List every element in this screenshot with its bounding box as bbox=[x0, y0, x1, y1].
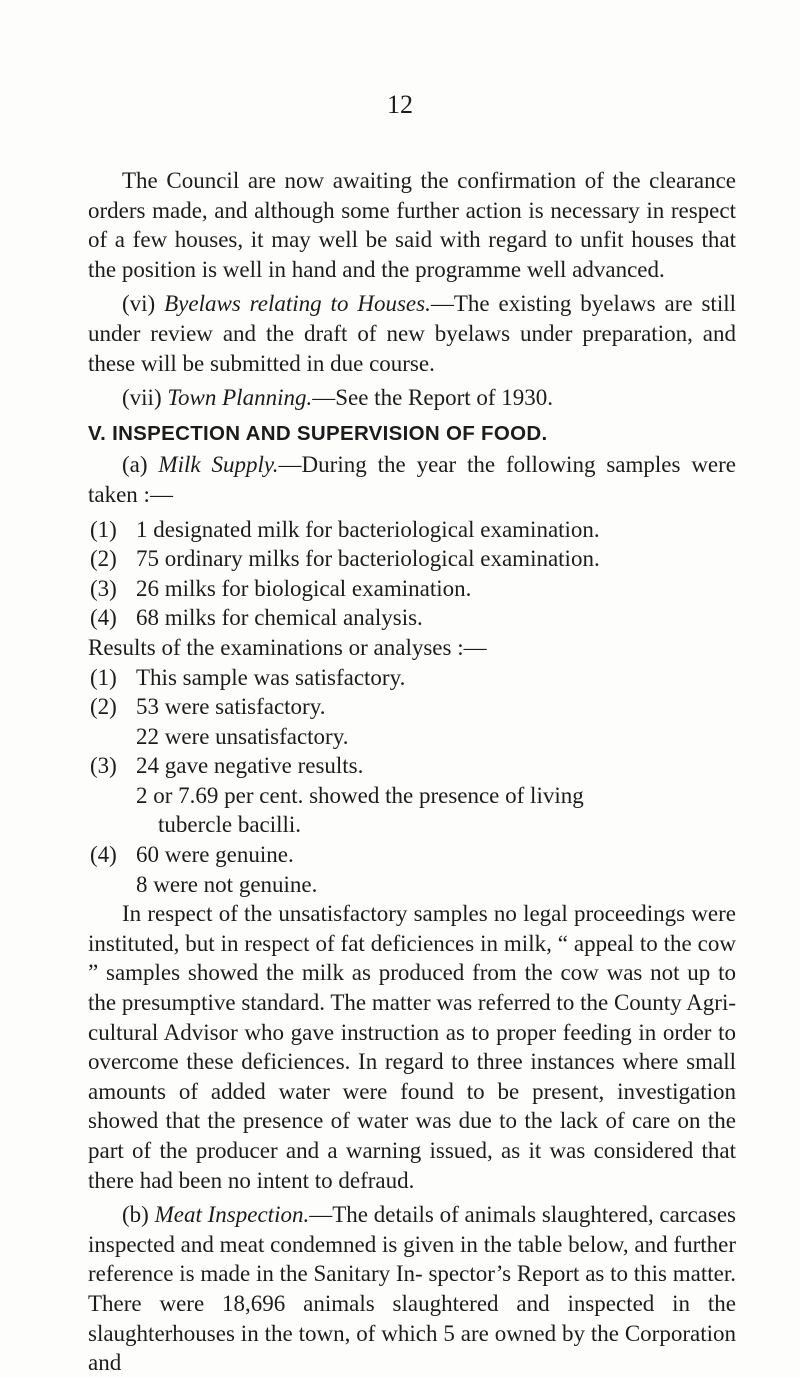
item-vi-title: Byelaws relating to Houses. bbox=[164, 291, 431, 317]
sample-item bbox=[88, 515, 736, 545]
sample-item bbox=[88, 574, 736, 604]
page-body bbox=[88, 166, 736, 1378]
item-vii-title: Town Planning. bbox=[167, 385, 313, 411]
meat-text: —The details of animals slaughtered, carcases inspected and meat condemned is given in the table below, and further reference is made in the Sanitary In- spector’s Report as to this matter. There were 18,696 animals slaughtered and inspected in the slaughterhouses in the town, of which 5 are owned by the Corporation and bbox=[88, 1202, 736, 1376]
result-subline: 22 were unsatisfactory. bbox=[136, 723, 349, 749]
result-subline: 2 or 7.69 per cent. showed the presence of living bbox=[136, 782, 584, 808]
item-vii-paragraph bbox=[88, 383, 736, 413]
section-heading: V. INSPECTION AND SUPERVISION OF FOOD. bbox=[88, 421, 548, 445]
sample-item bbox=[88, 544, 736, 574]
sample-text: 68 milks for chemical analysis. bbox=[136, 605, 423, 631]
item-vi-paragraph bbox=[88, 289, 736, 378]
page-number: 12 bbox=[387, 90, 413, 119]
sample-number: (1) bbox=[90, 516, 117, 542]
sample-number: (3) bbox=[90, 575, 117, 601]
result-text: 24 gave negative results. bbox=[136, 753, 364, 779]
sample-text: 1 designated milk for bacteriological examination. bbox=[136, 516, 600, 542]
sample-item bbox=[88, 603, 736, 633]
item-vi-text: —The existing byelaws are still under review and the draft of new byelaws under preparation, and these will be submitted in due course. bbox=[88, 291, 736, 376]
item-vii-label: (vii) bbox=[122, 385, 162, 411]
sample-number: (4) bbox=[90, 605, 117, 631]
result-text: This sample was satisfactory. bbox=[136, 664, 406, 690]
result-text: 53 were satisfactory. bbox=[136, 694, 326, 720]
meat-title: Meat Inspection. bbox=[154, 1202, 310, 1228]
sample-text: 75 ordinary milks for bacteriological examination. bbox=[136, 546, 600, 572]
proceedings-paragraph: In respect of the unsatisfactory samples no legal proceedings were instituted, but in respect of fat deficiences in milk, “ appeal to the cow ” samples showed the milk as produced from the cow was not up to the presumptive standard. The matter was referred to the County Agri- cultural Advisor who gave instruction as to proper feeding in order to overcome these deficiences. In regard to three instances where small amounts of added water were found to be present, investigation showed that the presence of water was due to the lack of care on the part of the producer and a warning issued, as it was considered that there had been no intent to defraud. bbox=[88, 901, 736, 1193]
sample-text: 26 milks for biological examination. bbox=[136, 575, 472, 601]
result-item bbox=[88, 751, 736, 781]
item-vi-label: (vi) bbox=[122, 291, 156, 317]
sample-number: (2) bbox=[90, 546, 117, 572]
milk-label: (a) bbox=[122, 452, 148, 478]
result-number: (2) bbox=[90, 694, 117, 720]
result-item bbox=[88, 840, 736, 870]
meat-inspection-paragraph bbox=[88, 1200, 736, 1378]
result-item bbox=[88, 663, 736, 693]
intro-paragraph: The Council are now awaiting the confirmation of the clearance orders made, and although some further action is necessary in respect of a few houses, it may well be said with regard to unfit houses that the position is well in hand and the programme well advanced. bbox=[88, 168, 736, 282]
result-number: (4) bbox=[90, 842, 117, 868]
result-number: (3) bbox=[90, 753, 117, 779]
milk-title: Milk Supply. bbox=[158, 452, 279, 478]
result-item bbox=[88, 692, 736, 722]
milk-intro: —During the year the following samples were taken :— bbox=[88, 452, 737, 507]
result-subline: 8 were not genuine. bbox=[136, 871, 318, 897]
results-heading: Results of the examinations or analyses :— bbox=[88, 634, 487, 660]
result-subline: tubercle bacilli. bbox=[158, 812, 302, 838]
result-number: (1) bbox=[90, 664, 117, 690]
item-vii-text: —See the Report of 1930. bbox=[312, 385, 554, 411]
milk-supply-paragraph bbox=[88, 450, 736, 509]
meat-label: (b) bbox=[122, 1202, 149, 1228]
result-text: 60 were genuine. bbox=[136, 842, 294, 868]
